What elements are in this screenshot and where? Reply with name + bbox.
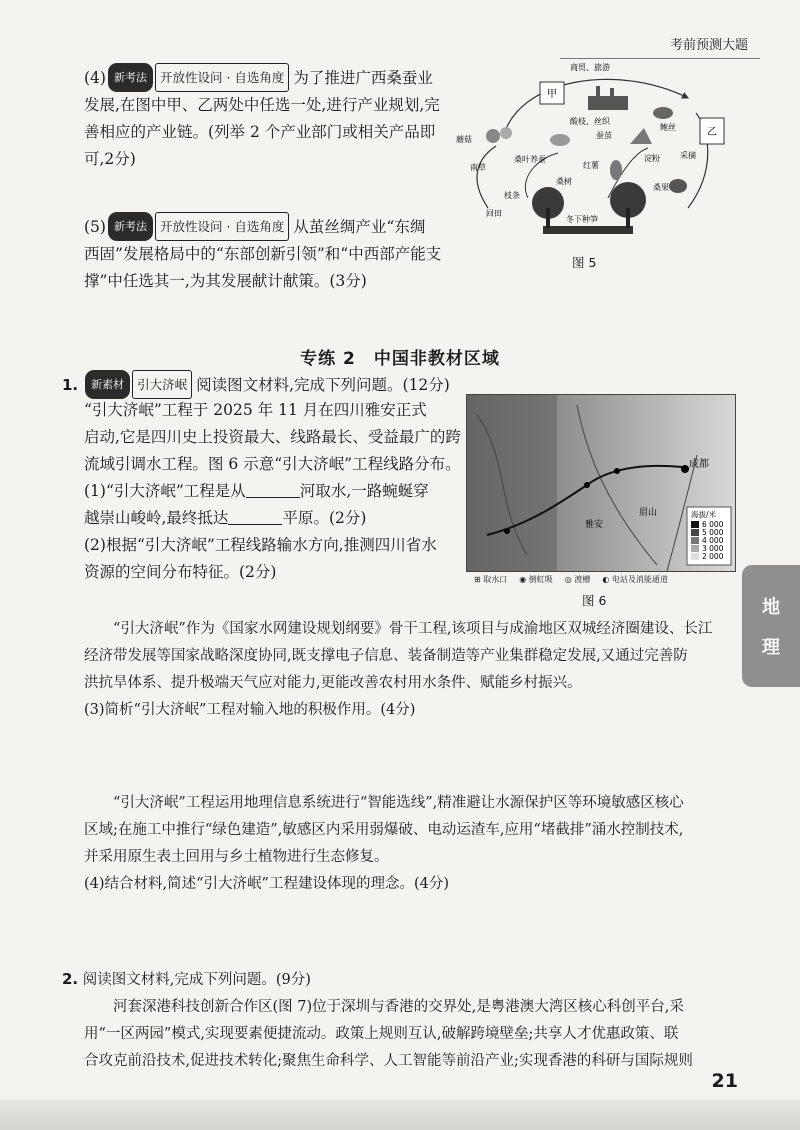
side-tab-char-1: 地: [762, 597, 780, 618]
q1-m2-line3: 洪抗旱体系、提升极端天气应对能力,更能改善农村用水条件、赋能乡村振兴。: [84, 675, 582, 691]
fig5-label-jia: 甲: [547, 89, 557, 100]
q5-line1: 从茧丝绸产业“东绸: [293, 218, 426, 236]
q1-m2-line2: 经济带发展等国家战略深度协同,既支撑电子信息、装备制造等产业集群稳定发展,又通过完善防: [84, 648, 688, 664]
fig6-legend-v1: 5 000: [702, 528, 724, 537]
fig5-label-redsweet: 红薯: [583, 161, 599, 170]
question-5: [84, 212, 484, 295]
fig6-key-intake: ⊞ 取水口: [474, 575, 508, 584]
fig5-label-powder: 淀粉: [644, 154, 660, 163]
question-4: [84, 63, 484, 173]
side-tab-char-2: 理: [762, 637, 780, 658]
fig5-label-silk: 鲍丝: [660, 123, 676, 132]
figure-5-diagram: [448, 58, 738, 248]
question-1-material-1: [84, 397, 464, 586]
q1-p1-line3: 流域引调水工程。图 6 示意“引大济岷”工程线路分布。: [84, 455, 461, 473]
q1-p1-line2: 启动,它是四川史上投资最大、线路最长、受益最广的跨: [84, 428, 461, 446]
fig5-label-cocoon: 蚕茧: [596, 131, 612, 140]
q1-s1-a: (1)“引大济岷”工程是从: [84, 482, 246, 500]
q2-line3: 合攻克前沿技术,促进技术转化;聚焦生命科学、人工智能等前沿产业;实现香港的科研与国际规则: [84, 1053, 693, 1069]
fig5-label-tree: 桑树: [556, 177, 572, 186]
fig5-label-bamboo: 冬下种笋: [566, 215, 598, 224]
question-1-material-3: [84, 790, 740, 898]
fig5-label-sauce: 酸枝、丝织: [570, 117, 610, 126]
fig5-label-trade: 商贸、旅游: [570, 63, 610, 72]
q1-m3-line2: 区域;在施工中推行“绿色建造”,敏感区内采用弱爆破、电动运渣车,应用“堵截排”涌水控制技术,: [84, 822, 684, 838]
fig6-legend-v2: 4 000: [702, 536, 724, 545]
fig6-key: [474, 574, 744, 585]
q5-line2: 西固”发展格局中的“东部创新引领”和“中西部产能支: [84, 245, 442, 263]
fig6-city-yaan: 雅安: [585, 520, 604, 530]
fig5-label-mushroom: 蘑菇: [456, 135, 472, 144]
fig6-key2-text: 倒虹吸: [528, 575, 553, 584]
fig6-key4-text: 电站及消能通道: [611, 575, 668, 584]
fig6-legend-v0: 6 000: [702, 520, 724, 529]
q1-blank-2[interactable]: [228, 510, 282, 525]
fig6-key-aqueduct: ◎ 渡槽: [564, 575, 591, 584]
figure-6-caption: 图 6: [582, 593, 607, 608]
subject-side-tab: [742, 565, 800, 687]
q1-number: 1.: [62, 376, 79, 394]
q1-s1-b: 河取水,一路蜿蜒穿: [299, 482, 429, 500]
fig6-key3-text: 渡槽: [574, 575, 591, 584]
q5-tag: 开放性设问 · 自选角度: [155, 212, 289, 241]
fig6-key1-text: 取水口: [483, 575, 508, 584]
fig6-legend-title: 海拔/米: [691, 510, 717, 519]
q2-intro: 阅读图文材料,完成下列问题。(9分): [82, 972, 311, 988]
fig6-city-chengdu: 成都: [689, 459, 709, 470]
fig5-label-branch: 枝条: [504, 191, 520, 200]
q5-line3: 撑”中任选其一,为其发展献计献策。(3分): [84, 272, 367, 290]
header-title: 考前预测大题: [669, 38, 748, 53]
q1-s1-d: 平原。(2分): [282, 509, 367, 527]
fig5-label-feed: 桑叶养蚕: [514, 155, 546, 164]
fig5-label-fruit: 桑果: [653, 183, 669, 192]
q1-blank-1[interactable]: [246, 483, 300, 498]
q2-number: 2.: [62, 970, 79, 988]
q4-line3: 善相应的产业链。(列举 2 个产业部门或相关产品即: [84, 123, 436, 141]
q1-s2-line2: 资源的空间分布特征。(2分): [84, 563, 277, 581]
q4-line1: 为了推进广西桑蚕业: [293, 69, 433, 87]
q4-badge: 新考法: [108, 63, 153, 92]
q2-line1: 河套深港科技创新合作区(图 7)位于深圳与香港的交界处,是粤港澳大湾区核心科创平台,采: [113, 999, 684, 1015]
q4-number: (4): [84, 69, 106, 87]
q4-line4: 可,2分): [84, 150, 136, 168]
page-number: 21: [711, 1070, 738, 1092]
fig5-label-moss: 南草: [470, 163, 486, 172]
q1-p1-line1: “引大济岷”工程于 2025 年 11 月在四川雅安正式: [84, 401, 427, 419]
question-1-material-2: [84, 616, 740, 724]
fig5-label-pick: 采摘: [680, 151, 696, 160]
q1-s1-c: 越崇山峻岭,最终抵达: [84, 509, 229, 527]
q1-s4: (4)结合材料,简述“引大济岷”工程建设体现的理念。(4分): [84, 876, 450, 892]
fig6-legend-v4: 2 000: [702, 552, 724, 561]
q4-line2: 发展,在图中甲、乙两处中任选一处,进行产业规划,完: [84, 96, 440, 114]
q1-tag: 引大济岷: [132, 370, 192, 399]
question-1-intro: [62, 370, 482, 399]
fig6-key-station: ◐ 电站及消能通道: [602, 575, 668, 584]
q5-number: (5): [84, 218, 106, 236]
q1-badge: 新素材: [85, 370, 130, 399]
q5-badge: 新考法: [108, 212, 153, 241]
page-bottom-edge: [0, 1100, 800, 1130]
q1-m3-line3: 并采用原生表土回用与乡土植物进行生态修复。: [84, 849, 389, 865]
q1-s3: (3)简析“引大济岷”工程对输入地的积极作用。(4分): [84, 702, 416, 718]
fig6-key-siphon: ◉ 倒虹吸: [519, 575, 553, 584]
q4-tag: 开放性设问 · 自选角度: [155, 63, 289, 92]
figure-5-caption: 图 5: [572, 255, 597, 270]
fig6-legend-v3: 3 000: [702, 544, 724, 553]
q1-m2-line1: “引大济岷”作为《国家水网建设规划纲要》骨干工程,该项目与成渝地区双城经济圈建设、长江: [113, 621, 713, 637]
question-2: [62, 966, 742, 1075]
fig6-city-meishan: 眉山: [639, 508, 658, 518]
q1-m3-line1: “引大济岷”工程运用地理信息系统进行“智能选线”,精准避让水源保护区等环境敏感区核心: [113, 795, 684, 811]
fig5-label-field: 回田: [486, 209, 502, 218]
q1-intro: 阅读图文材料,完成下列问题。(12分): [196, 376, 450, 394]
fig5-label-yi: 乙: [707, 127, 717, 138]
q1-s2-line1: (2)根据“引大济岷”工程线路输水方向,推测四川省水: [84, 536, 437, 554]
q2-line2: 用“一区两园”模式,实现要素便捷流动。政策上规则互认,破解跨境壁垒;共享人才优惠政策、联: [84, 1026, 679, 1042]
section-title: 专练 2 中国非教材区域: [300, 349, 500, 369]
figure-6-map: [466, 394, 736, 572]
